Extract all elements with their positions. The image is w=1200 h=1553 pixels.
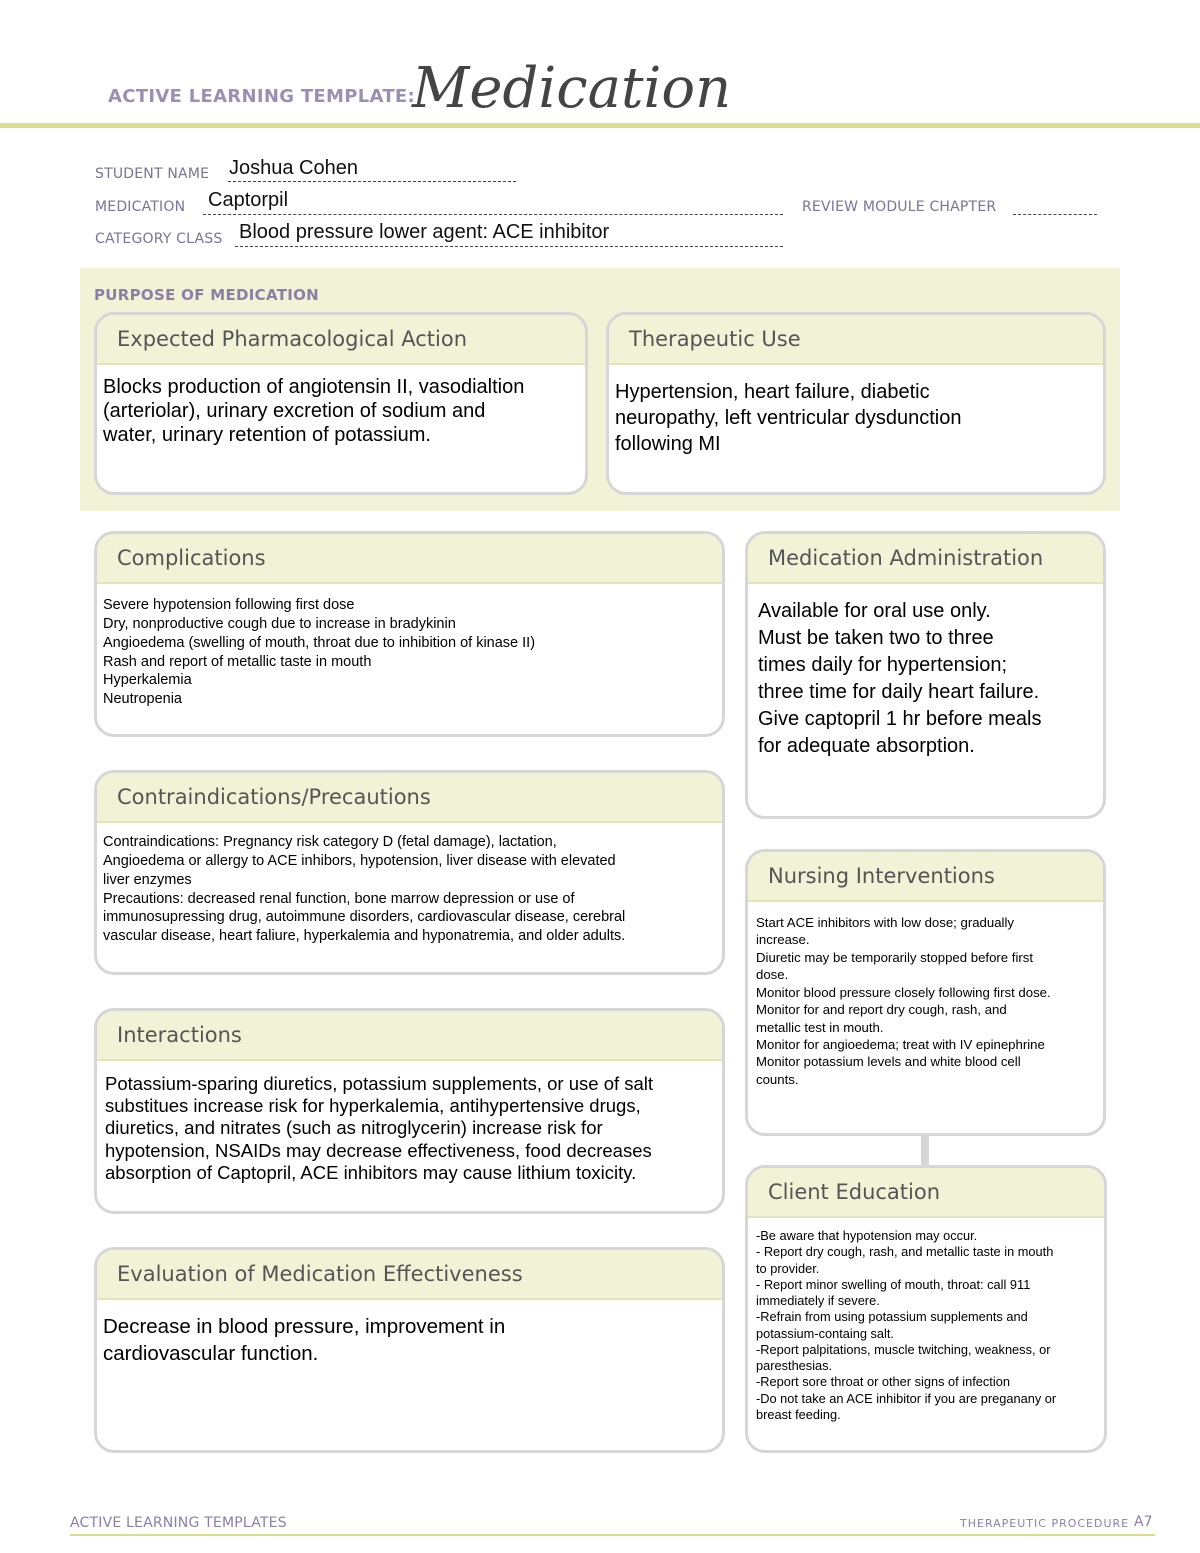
- evaluation-box: [94, 1247, 725, 1453]
- footer-divider: [70, 1534, 1155, 1536]
- expected-action-title: Expected Pharmacological Action: [97, 315, 585, 365]
- student-name-field[interactable]: Joshua Cohen: [229, 157, 358, 179]
- page-number: A7: [1134, 1514, 1153, 1530]
- box-connector: [921, 1134, 929, 1166]
- interactions-text[interactable]: Potassium-sparing diuretics, potassium supplements, or use of salt substitues increase risk for hyperkalemia, antihypertensive drugs, diuretics, and nitrates (such as nitroglycerin) increase risk for hypotension, NSAIDs may decrease effectiveness, food decreases absorption of Captopril, ACE inhibitors may cause lithium toxicity.: [105, 1073, 654, 1183]
- contraindications-title: Contraindications/Precautions: [97, 773, 722, 823]
- interactions-box: [94, 1008, 725, 1214]
- administration-box: [745, 531, 1106, 819]
- therapeutic-use-text[interactable]: Hypertension, heart failure, diabetic neuropathy, left ventricular dysdunction following MI: [615, 381, 962, 455]
- complications-box: [94, 531, 725, 737]
- nursing-text[interactable]: Start ACE inhibitors with low dose; gradually increase. Diuretic may be temporarily stopped before first dose. Monitor blood pressure closely following first dose. Monitor for and report dry cough, rash, and metallic test in mouth. Monitor for angioedema; treat with IV epinephrine Monitor potassium levels and white blood cell counts.: [756, 915, 1051, 1087]
- therapeutic-use-title: Therapeutic Use: [609, 315, 1103, 365]
- nursing-title: Nursing Interventions: [748, 852, 1103, 902]
- page-title: Medication: [412, 56, 732, 121]
- purpose-label: PURPOSE OF MEDICATION: [94, 286, 320, 304]
- expected-action-text[interactable]: Blocks production of angiotensin II, vasodialtion (arteriolar), urinary excretion of sodium and water, urinary retention of potassium.: [103, 376, 525, 446]
- medication-underline: [203, 214, 783, 215]
- client-education-title: Client Education: [748, 1168, 1104, 1218]
- category-class-label: CATEGORY CLASS: [95, 231, 223, 247]
- header-divider: [0, 123, 1200, 128]
- category-class-underline: [235, 246, 783, 247]
- student-name-underline: [228, 181, 516, 182]
- student-name-label: STUDENT NAME: [95, 166, 210, 182]
- review-module-label: REVIEW MODULE CHAPTER: [802, 199, 997, 215]
- contraindications-text[interactable]: Contraindications: Pregnancy risk category D (fetal damage), lactation, Angioedema or allergy to ACE inhibors, hypotension, liver disease with elevated liver enzymes Precautions: decreased renal function, bone marrow depression or use of immunosupressing drug, autoimmune disorders, cardiovascular disease, cerebral vascular disease, heart faliure, hyperkalemia and hyponatremia, and older adults.: [103, 834, 626, 945]
- complications-title: Complications: [97, 534, 722, 584]
- evaluation-title: Evaluation of Medication Effectiveness: [97, 1250, 722, 1300]
- contraindications-box: [94, 770, 725, 975]
- review-module-field[interactable]: [1013, 214, 1097, 215]
- footer-section: THERAPEUTIC PROCEDURE: [960, 1517, 1130, 1530]
- nursing-box: [745, 849, 1106, 1136]
- template-label: ACTIVE LEARNING TEMPLATE:: [108, 86, 415, 107]
- administration-text[interactable]: Available for oral use only. Must be taken two to three times daily for hypertension; three time for daily heart failure. Give captopril 1 hr before meals for adequate absorption.: [758, 600, 1042, 757]
- therapeutic-use-box: [606, 312, 1106, 495]
- expected-action-box: [94, 312, 588, 495]
- complications-text[interactable]: Severe hypotension following first dose Dry, nonproductive cough due to increase in bradykinin Angioedema (swelling of mouth, throat due to inhibition of kinase II) Rash and report of metallic taste in mouth Hyperkalemia Neutropenia: [103, 597, 536, 708]
- medication-field[interactable]: Captorpil: [208, 189, 289, 211]
- category-class-field[interactable]: Blood pressure lower agent: ACE inhibitor: [239, 221, 610, 243]
- interactions-title: Interactions: [97, 1011, 722, 1061]
- evaluation-text[interactable]: Decrease in blood pressure, improvement in cardiovascular function.: [103, 1315, 506, 1365]
- client-education-text[interactable]: -Be aware that hypotension may occur. - Report dry cough, rash, and metallic taste in mouth to provider. - Report minor swelling of mouth, throat: call 911 immediately if severe. -Refrain from using potassium supplements and potassium-containg salt. -Report palpitations, muscle twitching, weakness, or paresthesias. -Report sore throat or other signs of infection -Do not take an ACE inhibitor if you are preganany or breast feeding.: [756, 1228, 1057, 1422]
- administration-title: Medication Administration: [748, 534, 1103, 584]
- medication-label: MEDICATION: [95, 199, 186, 215]
- client-education-box: [745, 1165, 1107, 1453]
- footer-title: ACTIVE LEARNING TEMPLATES: [70, 1515, 287, 1531]
